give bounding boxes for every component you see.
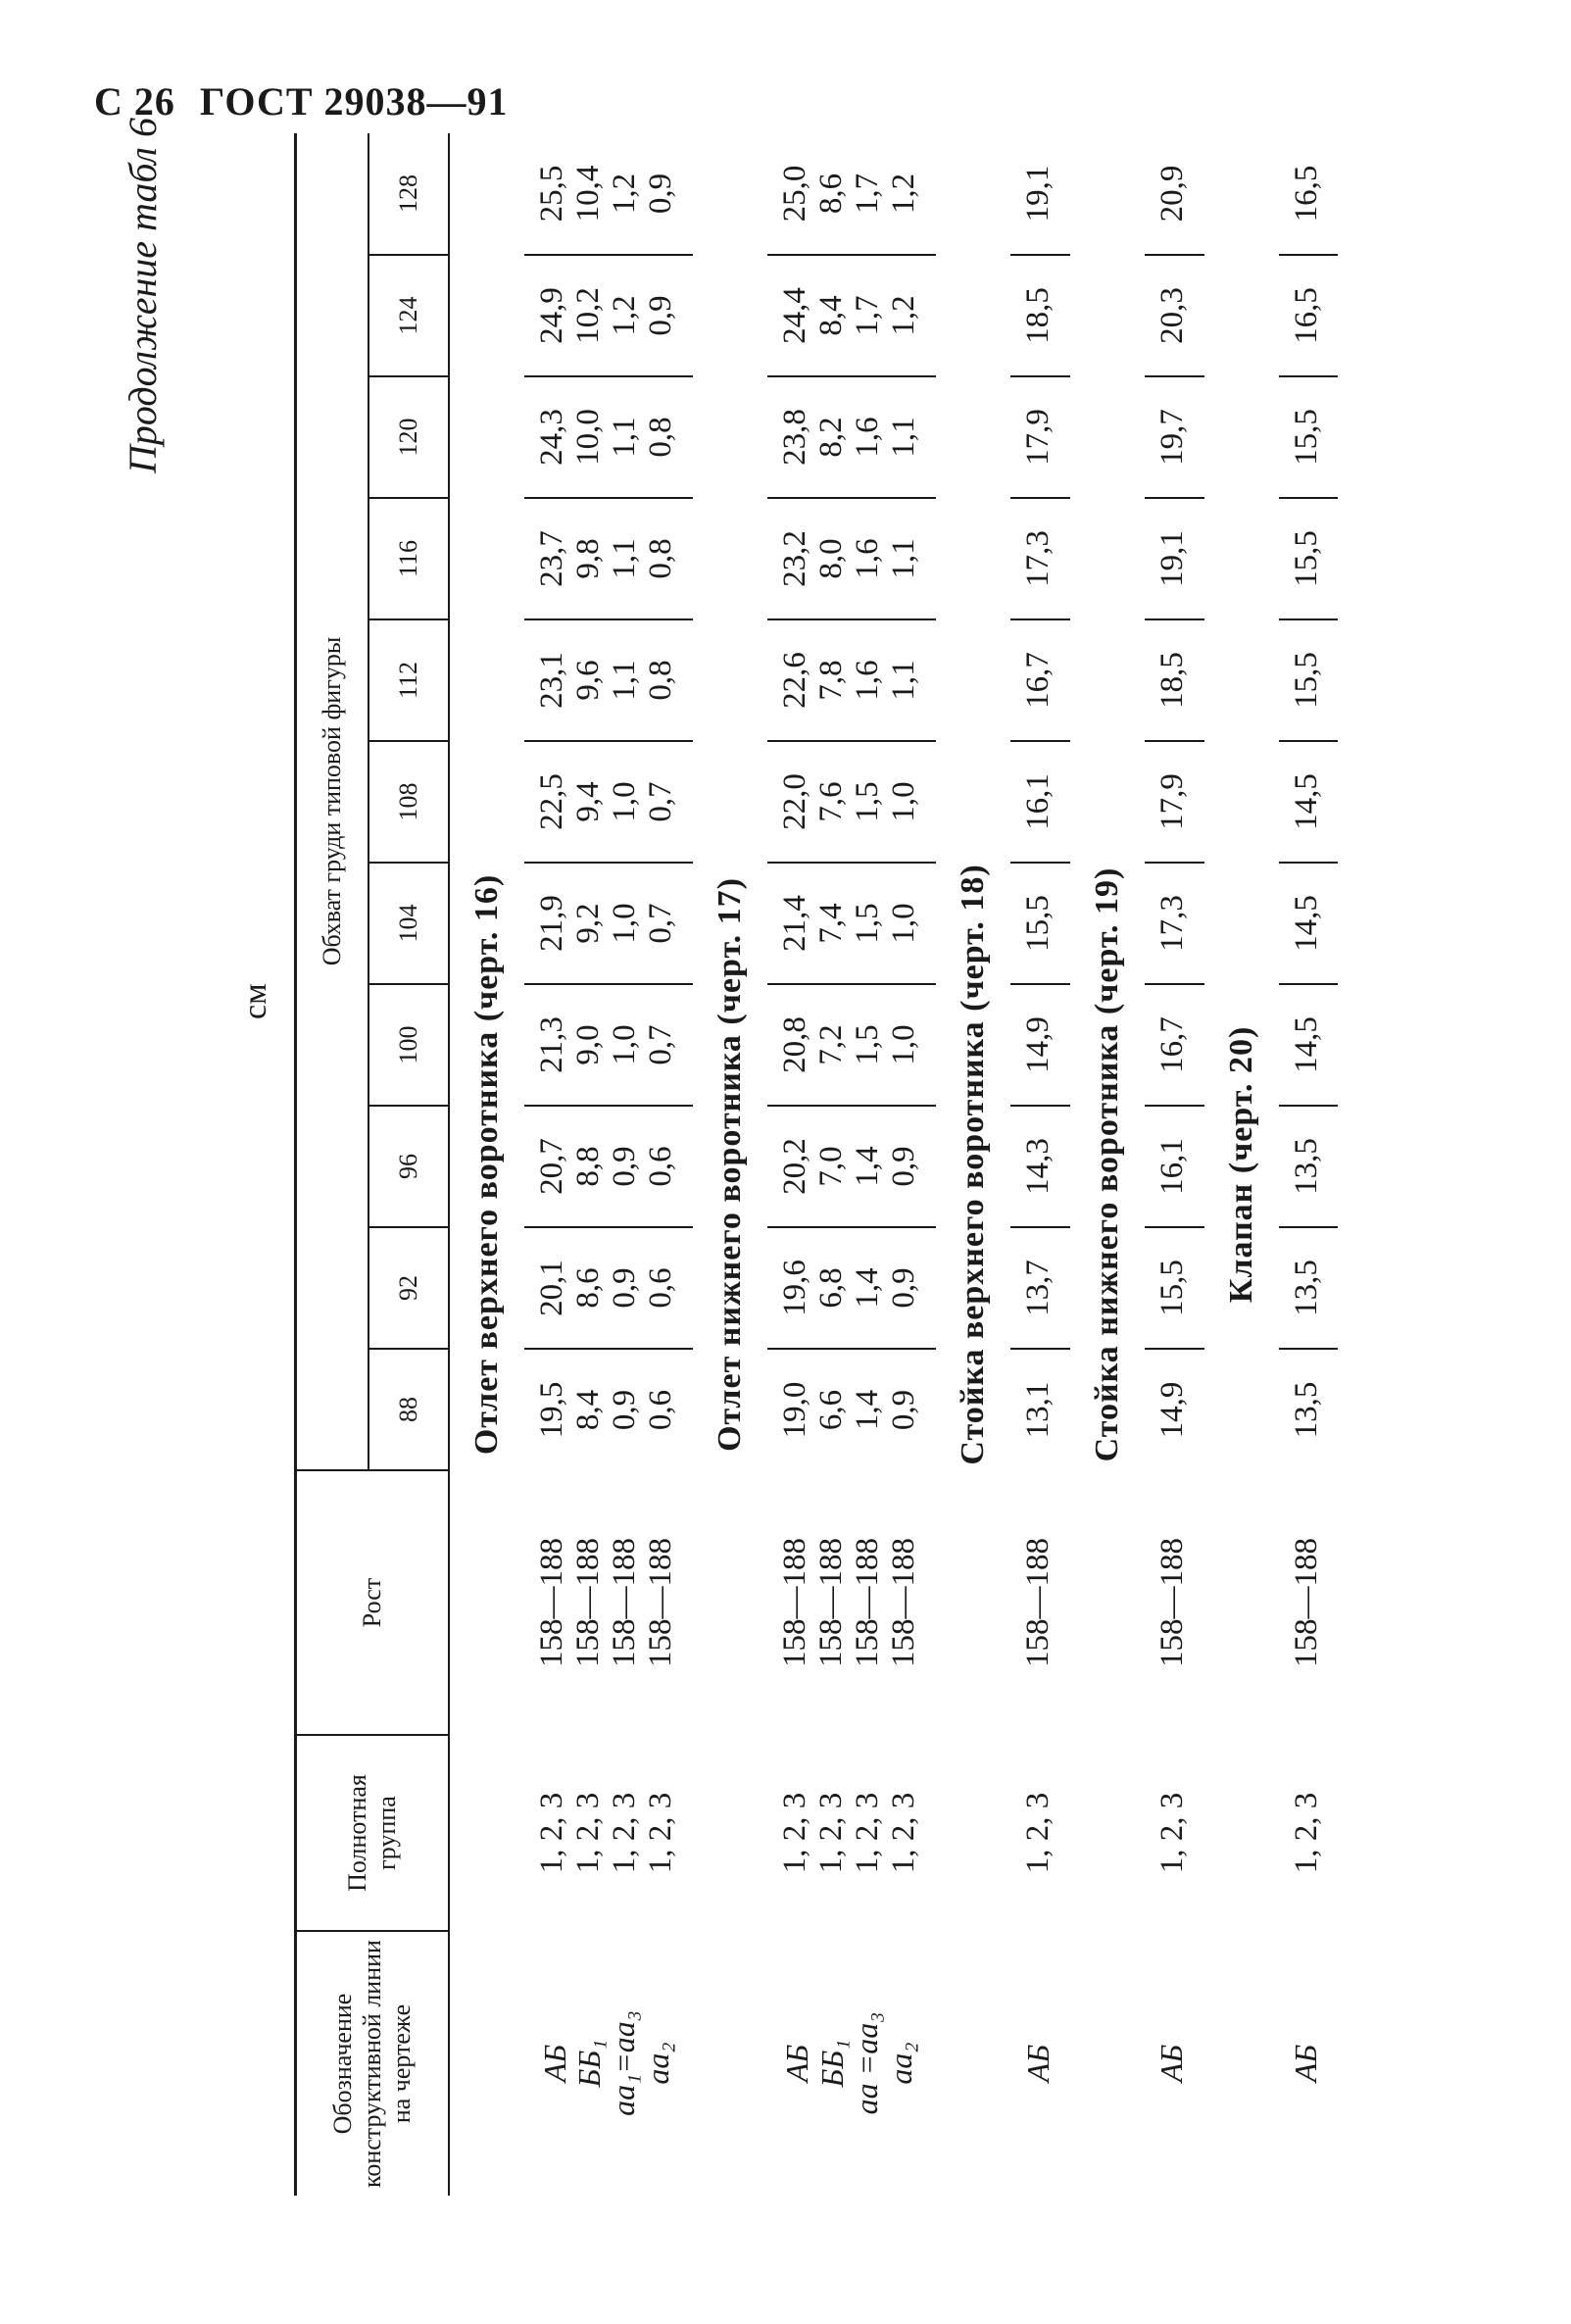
value-cell xyxy=(524,984,693,1106)
value-line: 22,5 xyxy=(534,773,569,830)
designation-cell-line: аа₂ xyxy=(882,2042,918,2085)
value-cell xyxy=(1010,133,1070,255)
designation-cell xyxy=(767,1931,936,2196)
table-row xyxy=(1279,133,1339,2196)
designation-cell-line: АБ xyxy=(1154,2044,1190,2083)
value-line: 1,1 xyxy=(606,417,642,458)
size-header: 100 xyxy=(368,984,449,1106)
value-line: 1,2 xyxy=(606,295,642,336)
value-line: 1,2 xyxy=(885,295,921,336)
value-line: 1,1 xyxy=(885,417,921,458)
value-cell xyxy=(524,376,693,498)
group-cell xyxy=(1145,1735,1204,1931)
value-line: 1,1 xyxy=(606,660,642,701)
value-line: 16,5 xyxy=(1288,287,1324,344)
value-line: 7,6 xyxy=(812,781,849,822)
value-line: 1,6 xyxy=(849,660,885,701)
value-line: 1,6 xyxy=(849,538,885,579)
value-cell xyxy=(1279,1349,1339,1470)
designation-cell-line: аа =аа₃ xyxy=(848,2011,884,2115)
value-line: 19,1 xyxy=(1019,165,1056,223)
value-line: 22,6 xyxy=(776,652,812,709)
value-cell xyxy=(1010,1106,1070,1227)
height-cell-line: 158—188 xyxy=(812,1538,849,1667)
section-title: Стойка верхнего воротника (черт. 18) xyxy=(954,864,991,1465)
designation-cell-line: аа₁=аа₃ xyxy=(605,2010,641,2116)
size-header: 128 xyxy=(368,133,449,255)
value-cell xyxy=(1010,498,1070,619)
designation-cell xyxy=(1010,1931,1070,2196)
value-line: 0,9 xyxy=(642,173,678,215)
value-line: 0,7 xyxy=(642,1024,678,1065)
value-line: 14,5 xyxy=(1288,895,1324,952)
designation-cell-line: ББ₁ xyxy=(813,2039,850,2088)
value-line: 16,1 xyxy=(1019,773,1056,830)
data-table xyxy=(294,133,1338,2196)
value-line: 0,9 xyxy=(606,1146,642,1187)
size-header: 124 xyxy=(368,255,449,376)
value-cell xyxy=(1279,741,1339,863)
height-cell-line: 158—188 xyxy=(606,1538,642,1667)
table-row xyxy=(1010,133,1070,2196)
value-cell xyxy=(767,1106,936,1227)
value-cell xyxy=(524,1349,693,1470)
value-line: 15,5 xyxy=(1288,409,1324,466)
value-cell xyxy=(1279,863,1339,984)
section-title: Отлет верхнего воротника (черт. 16) xyxy=(468,873,505,1456)
group-cell-line: 1, 2, 3 xyxy=(1288,1792,1324,1874)
section-title: Отлет нижнего воротника (черт. 17) xyxy=(711,877,748,1452)
value-cell xyxy=(1145,133,1204,255)
value-line: 20,3 xyxy=(1154,287,1190,344)
value-line: 1,7 xyxy=(849,295,885,336)
value-line: 25,5 xyxy=(534,165,569,223)
value-line: 16,7 xyxy=(1154,1016,1190,1073)
value-cell xyxy=(1010,741,1070,863)
value-cell xyxy=(1145,741,1204,863)
height-cell-line: 158—188 xyxy=(885,1538,921,1667)
value-cell xyxy=(1010,1349,1070,1470)
value-line: 19,6 xyxy=(776,1260,812,1316)
value-cell xyxy=(524,498,693,619)
height-cell xyxy=(1145,1470,1204,1735)
value-cell xyxy=(1279,984,1339,1106)
value-line: 1,4 xyxy=(849,1146,885,1187)
value-line: 10,2 xyxy=(569,287,606,344)
group-cell-line: 1, 2, 3 xyxy=(569,1792,606,1874)
value-line: 13,5 xyxy=(1288,1381,1324,1439)
value-line: 18,5 xyxy=(1019,287,1056,344)
value-line: 1,0 xyxy=(606,903,642,944)
group-cell-line: 1, 2, 3 xyxy=(642,1792,678,1874)
value-cell xyxy=(524,863,693,984)
value-cell xyxy=(1279,133,1339,255)
value-line: 21,9 xyxy=(534,895,569,952)
value-cell xyxy=(1279,1106,1339,1227)
value-cell xyxy=(1010,255,1070,376)
value-line: 9,4 xyxy=(569,781,606,822)
size-header: 120 xyxy=(368,376,449,498)
section-title-row xyxy=(1204,133,1279,2196)
column-header-height: Рост xyxy=(296,1470,450,1735)
value-line: 9,6 xyxy=(569,660,606,701)
value-line: 24,9 xyxy=(534,287,569,344)
value-cell xyxy=(767,1227,936,1349)
value-line: 16,1 xyxy=(1154,1138,1190,1195)
value-line: 1,4 xyxy=(849,1267,885,1309)
value-line: 8,4 xyxy=(812,295,849,336)
table-row xyxy=(767,133,936,2196)
value-line: 1,5 xyxy=(849,1024,885,1065)
value-line: 19,7 xyxy=(1154,409,1190,466)
value-line: 0,6 xyxy=(642,1146,678,1187)
table-row xyxy=(1145,133,1204,2196)
value-line: 1,7 xyxy=(849,173,885,215)
value-cell xyxy=(767,133,936,255)
value-line: 17,3 xyxy=(1154,895,1190,952)
value-line: 1,0 xyxy=(885,1024,921,1065)
section-title: Стойка нижнего воротника (черт. 19) xyxy=(1088,866,1125,1462)
group-cell-line: 1, 2, 3 xyxy=(606,1792,642,1874)
value-line: 8,6 xyxy=(569,1267,606,1309)
height-cell-line: 158—188 xyxy=(776,1538,812,1667)
standard-title: ГОСТ 29038—91 xyxy=(199,79,509,124)
group-cell-line: 1, 2, 3 xyxy=(849,1792,885,1874)
unit-label: см xyxy=(237,983,273,1019)
value-line: 18,5 xyxy=(1154,652,1190,709)
value-line: 14,5 xyxy=(1288,1016,1324,1073)
group-cell-line: 1, 2, 3 xyxy=(534,1792,569,1874)
designation-cell-line: ББ₁ xyxy=(570,2039,607,2088)
value-line: 16,5 xyxy=(1288,165,1324,223)
value-line: 13,7 xyxy=(1019,1260,1056,1316)
value-line: 13,5 xyxy=(1288,1260,1324,1316)
designation-cell xyxy=(524,1931,693,2196)
group-cell-line: 1, 2, 3 xyxy=(812,1792,849,1874)
value-line: 19,5 xyxy=(534,1381,569,1439)
value-line: 13,5 xyxy=(1288,1138,1324,1195)
group-cell-line: 1, 2, 3 xyxy=(776,1792,812,1874)
value-cell xyxy=(1010,863,1070,984)
value-line: 14,9 xyxy=(1019,1016,1056,1073)
value-line: 0,9 xyxy=(885,1389,921,1431)
size-header: 104 xyxy=(368,863,449,984)
designation-cell-line: аа₂ xyxy=(640,2042,676,2085)
value-line: 24,4 xyxy=(776,287,812,344)
value-line: 1,1 xyxy=(606,538,642,579)
value-cell xyxy=(1145,1227,1204,1349)
value-cell xyxy=(1279,498,1339,619)
value-line: 0,9 xyxy=(885,1146,921,1187)
page-number: С 26 xyxy=(94,79,175,124)
value-line: 21,3 xyxy=(534,1016,569,1073)
column-header-girth: Обхват груди типовой фигуры xyxy=(296,133,369,1470)
value-line: 20,7 xyxy=(534,1138,569,1195)
value-line: 15,5 xyxy=(1288,530,1324,587)
value-cell xyxy=(1010,619,1070,741)
value-cell xyxy=(1145,984,1204,1106)
value-line: 0,9 xyxy=(606,1267,642,1309)
value-line: 15,5 xyxy=(1154,1260,1190,1316)
column-header-designation: Обозначение конструктивной линии на чертеже xyxy=(296,1931,450,2196)
height-cell xyxy=(524,1470,693,1735)
value-line: 1,0 xyxy=(606,1024,642,1065)
value-cell xyxy=(767,255,936,376)
value-line: 9,2 xyxy=(569,903,606,944)
group-cell-line: 1, 2, 3 xyxy=(1019,1792,1056,1874)
value-line: 1,4 xyxy=(849,1389,885,1431)
height-cell-line: 158—188 xyxy=(534,1538,569,1667)
group-cell xyxy=(524,1735,693,1931)
value-cell xyxy=(524,741,693,863)
value-cell xyxy=(524,1227,693,1349)
value-line: 23,7 xyxy=(534,530,569,587)
value-cell xyxy=(767,741,936,863)
value-line: 8,6 xyxy=(812,173,849,215)
section-title: Клапан (черт. 20) xyxy=(1222,1025,1259,1304)
section-title-row xyxy=(693,133,767,2196)
value-cell xyxy=(1145,376,1204,498)
designation-cell xyxy=(1279,1931,1339,2196)
height-cell-line: 158—188 xyxy=(642,1538,678,1667)
column-header-group: Полнотная группа xyxy=(296,1735,450,1931)
designation-cell-line: АБ xyxy=(536,2044,572,2083)
value-line: 15,5 xyxy=(1288,652,1324,709)
table-continuation-caption: Продолжение табл 6 xyxy=(121,118,165,474)
value-line: 19,0 xyxy=(776,1381,812,1439)
height-cell xyxy=(1279,1470,1339,1735)
section-title-row xyxy=(449,133,524,2196)
value-line: 20,2 xyxy=(776,1138,812,1195)
value-line: 7,0 xyxy=(812,1146,849,1187)
value-line: 6,6 xyxy=(812,1389,849,1431)
value-line: 17,3 xyxy=(1019,530,1056,587)
value-cell xyxy=(524,619,693,741)
value-line: 21,4 xyxy=(776,895,812,952)
value-cell xyxy=(1279,376,1339,498)
value-line: 1,1 xyxy=(885,538,921,579)
value-line: 0,7 xyxy=(642,781,678,822)
value-cell xyxy=(524,255,693,376)
table-row xyxy=(524,133,693,2196)
value-line: 0,8 xyxy=(642,538,678,579)
height-cell-line: 158—188 xyxy=(1154,1538,1190,1667)
value-line: 1,0 xyxy=(606,781,642,822)
group-cell-line: 1, 2, 3 xyxy=(885,1792,921,1874)
value-line: 7,4 xyxy=(812,903,849,944)
designation-cell-line: АБ xyxy=(1288,2044,1324,2083)
value-line: 7,8 xyxy=(812,660,849,701)
value-line: 17,9 xyxy=(1019,409,1056,466)
value-line: 14,5 xyxy=(1288,773,1324,830)
value-line: 0,9 xyxy=(885,1267,921,1309)
value-cell xyxy=(1279,619,1339,741)
group-cell xyxy=(1010,1735,1070,1931)
value-line: 6,8 xyxy=(812,1267,849,1309)
value-cell xyxy=(1010,984,1070,1106)
value-cell xyxy=(1010,1227,1070,1349)
value-cell xyxy=(1279,1227,1339,1349)
value-cell xyxy=(1145,1106,1204,1227)
value-line: 0,8 xyxy=(642,417,678,458)
height-cell-line: 158—188 xyxy=(569,1538,606,1667)
value-cell xyxy=(1145,1349,1204,1470)
value-line: 8,4 xyxy=(569,1389,606,1431)
value-line: 17,9 xyxy=(1154,773,1190,830)
value-cell xyxy=(767,1349,936,1470)
value-cell xyxy=(1279,255,1339,376)
value-line: 0,9 xyxy=(642,295,678,336)
value-line: 7,2 xyxy=(812,1024,849,1065)
size-header: 88 xyxy=(368,1349,449,1470)
value-cell xyxy=(767,863,936,984)
value-line: 9,8 xyxy=(569,538,606,579)
group-cell xyxy=(767,1735,936,1931)
value-line: 9,0 xyxy=(569,1024,606,1065)
value-line: 22,0 xyxy=(776,773,812,830)
value-cell xyxy=(524,133,693,255)
height-cell-line: 158—188 xyxy=(1288,1538,1324,1667)
value-line: 23,2 xyxy=(776,530,812,587)
designation-cell xyxy=(1145,1931,1204,2196)
value-cell xyxy=(767,498,936,619)
value-cell xyxy=(1010,376,1070,498)
size-header: 108 xyxy=(368,741,449,863)
value-line: 0,6 xyxy=(642,1389,678,1431)
value-cell xyxy=(767,984,936,1106)
value-line: 1,5 xyxy=(849,903,885,944)
value-cell xyxy=(1145,255,1204,376)
value-line: 13,1 xyxy=(1019,1381,1056,1439)
value-cell xyxy=(524,1106,693,1227)
value-line: 0,7 xyxy=(642,903,678,944)
value-line: 1,6 xyxy=(849,417,885,458)
value-line: 1,5 xyxy=(849,781,885,822)
section-title-row xyxy=(1070,133,1145,2196)
value-cell xyxy=(767,619,936,741)
group-cell-line: 1, 2, 3 xyxy=(1154,1792,1190,1874)
value-line: 8,8 xyxy=(569,1146,606,1187)
size-header: 92 xyxy=(368,1227,449,1349)
value-cell xyxy=(1145,619,1204,741)
value-cell xyxy=(1145,863,1204,984)
value-line: 23,8 xyxy=(776,409,812,466)
designation-cell-line: АБ xyxy=(1019,2044,1056,2083)
value-line: 1,0 xyxy=(885,903,921,944)
value-line: 16,7 xyxy=(1019,652,1056,709)
value-line: 8,2 xyxy=(812,417,849,458)
value-line: 1,2 xyxy=(606,173,642,215)
value-line: 15,5 xyxy=(1019,895,1056,952)
value-line: 0,6 xyxy=(642,1267,678,1309)
size-header: 112 xyxy=(368,619,449,741)
value-line: 20,8 xyxy=(776,1016,812,1073)
value-line: 25,0 xyxy=(776,165,812,223)
value-line: 19,1 xyxy=(1154,530,1190,587)
height-cell xyxy=(767,1470,936,1735)
value-line: 20,1 xyxy=(534,1260,569,1316)
value-line: 10,4 xyxy=(569,165,606,223)
section-title-row xyxy=(936,133,1010,2196)
value-cell xyxy=(767,376,936,498)
group-cell xyxy=(1279,1735,1339,1931)
value-line: 14,3 xyxy=(1019,1138,1056,1195)
value-line: 10,0 xyxy=(569,409,606,466)
value-line: 0,9 xyxy=(606,1389,642,1431)
value-line: 23,1 xyxy=(534,652,569,709)
value-line: 1,2 xyxy=(885,173,921,215)
value-line: 1,0 xyxy=(885,781,921,822)
rotated-table-area xyxy=(121,98,1539,2235)
value-line: 24,3 xyxy=(534,409,569,466)
value-line: 14,9 xyxy=(1154,1381,1190,1439)
value-cell xyxy=(1145,498,1204,619)
height-cell xyxy=(1010,1470,1070,1735)
value-line: 1,1 xyxy=(885,660,921,701)
value-line: 20,9 xyxy=(1154,165,1190,223)
height-cell-line: 158—188 xyxy=(849,1538,885,1667)
size-header: 96 xyxy=(368,1106,449,1227)
height-cell-line: 158—188 xyxy=(1019,1538,1056,1667)
size-header: 116 xyxy=(368,498,449,619)
value-line: 0,8 xyxy=(642,660,678,701)
designation-cell-line: АБ xyxy=(779,2044,815,2083)
table-body xyxy=(449,133,1338,2196)
value-line: 8,0 xyxy=(812,538,849,579)
